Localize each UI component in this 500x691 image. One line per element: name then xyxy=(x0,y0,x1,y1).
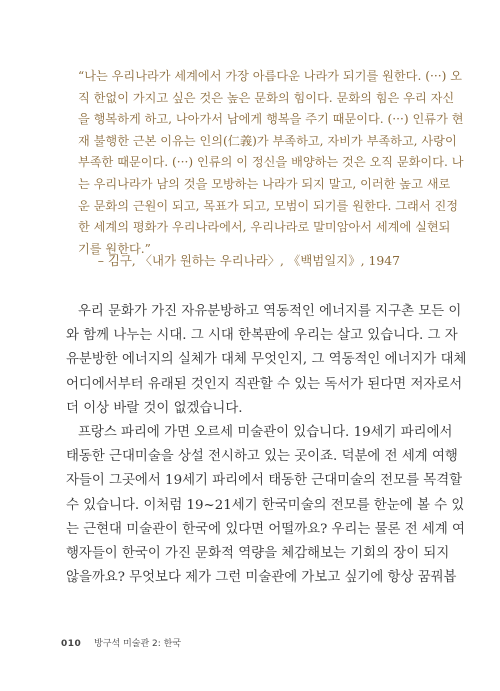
body-line: 유분방한 에너지의 실체가 대체 무엇인지, 그 역동적인 에너지가 대체 xyxy=(66,352,467,368)
body-line: 행자들이 한국이 가진 문화적 역량을 체감해보는 기회의 장이 되지 xyxy=(66,545,450,561)
body-line: 와 함께 나누는 시대. 그 시대 한복판에 우리는 살고 있습니다. 그 자 xyxy=(66,328,458,344)
quote-attribution: – 김구, 〈내가 원하는 우리나라〉, 《백범일지》, 1947 xyxy=(97,253,400,268)
epigraph-quote xyxy=(78,66,464,260)
quote-line: 는 우리나라가 남의 것을 모방하는 나라가 되지 말고, 이러한 높고 새로 xyxy=(78,176,451,191)
body-line: 수 있습니다. 이처럼 19~21세기 한국미술의 전모를 한눈에 볼 수 있 xyxy=(66,497,465,513)
running-title: 방구석 미술관 2: 한국 xyxy=(94,639,182,649)
quote-line: 운 문화의 근원이 되고, 목표가 되고, 모범이 되기를 원한다. 그래서 진정 xyxy=(78,198,459,213)
quote-line: 직 한없이 가지고 싶은 것은 높은 문화의 힘이다. 문화의 힘은 우리 자신 xyxy=(78,90,455,105)
body-line: 프랑스 파리에 가면 오르세 미술관이 있습니다. 19세기 파리에서 xyxy=(78,424,453,440)
page-number: 010 xyxy=(61,639,82,649)
body-line: 자들이 그곳에서 19세기 파리에서 태동한 근대미술의 전모를 목격할 xyxy=(66,473,463,489)
page-footer xyxy=(61,636,181,649)
quote-line: 재 불행한 근본 이유는 인의(仁義)가 부족하고, 자비가 부족하고, 사랑이 xyxy=(78,133,457,148)
quote-line: “나는 우리나라가 세계에서 가장 아름다운 나라가 되기를 원한다. (···) 오 xyxy=(78,69,462,83)
body-line: 않을까요? 무엇보다 제가 그런 미술관에 가보고 싶기에 항상 꿈꿔봅 xyxy=(66,570,457,586)
body-line: 더 이상 바랄 것이 없겠습니다. xyxy=(66,400,243,416)
quote-line: 부족한 때문이다. (···) 인류의 이 정신을 배양하는 것은 오직 문화이다. 나 xyxy=(78,155,464,170)
quote-line: 을 행복하게 하고, 나아가서 남에게 행복을 주기 때문이다. (···) 인류가 현 xyxy=(78,112,464,127)
body-line: 우리 문화가 가진 자유분방하고 역동적인 에너지를 지구촌 모든 이 xyxy=(78,304,462,319)
quote-line: 기를 원한다.” xyxy=(78,241,151,256)
body-line: 어디에서부터 유래된 것인지 직관할 수 있는 독서가 된다면 저자로서 xyxy=(66,376,463,392)
quote-line: 한 세계의 평화가 우리나라에서, 우리나라로 말미암아서 세계에 실현되 xyxy=(78,220,451,235)
body-line: 는 근현대 미술관이 한국에 있다면 어떨까요? 우리는 물론 전 세계 여 xyxy=(66,521,465,537)
body-text xyxy=(66,300,467,590)
body-line: 태동한 근대미술을 상설 전시하고 있는 곳이죠. 덕분에 전 세계 여행 xyxy=(66,449,458,465)
